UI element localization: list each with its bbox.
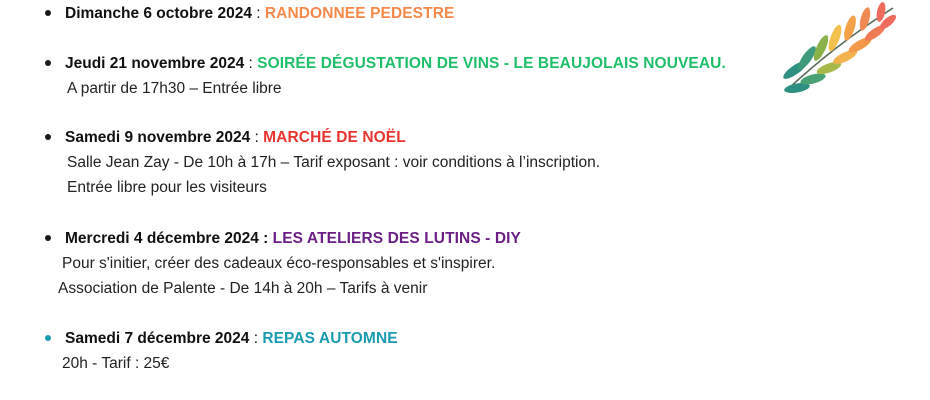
event-heading-line [0,226,800,251]
bullet-icon [45,134,51,140]
event-date: Samedi 9 novembre 2024 [65,129,251,146]
event-title: REPAS AUTOMNE [262,330,398,347]
autumn-leaf-branch-icon [775,0,900,105]
event-separator: : [258,230,273,247]
event-detail: 20h - Tarif : 25€ [62,355,170,372]
event-item [0,1,800,26]
event-separator: : [251,5,265,22]
event-heading-line [0,326,800,351]
event-detail: Salle Jean Zay - De 10h à 17h – Tarif exposant : voir conditions à l’inscription. [67,154,601,171]
event-item [0,226,800,301]
event-separator: : [249,330,263,347]
event-title: RANDONNEE PEDESTRE [264,5,455,22]
event-detail: Association de Palente - De 14h à 20h – Tarifs à venir [58,280,428,297]
event-heading-line [0,51,800,76]
event-title: SOIRÉE DÉGUSTATION DE VINS - LE BEAUJOLAIS NOUVEAU. [257,55,726,72]
event-date: Samedi 7 décembre 2024 [65,330,250,347]
event-separator: : [244,55,258,72]
event-date: Mercredi 4 décembre 2024 [65,230,259,247]
event-title: MARCHÉ DE NOËL [263,129,406,146]
event-heading-line [0,1,800,26]
event-detail: Entrée libre pour les visiteurs [67,179,267,196]
event-date: Dimanche 6 octobre 2024 [65,5,252,22]
event-heading-line [0,125,800,150]
event-item [0,125,800,200]
bullet-icon [45,335,51,341]
event-title: LES ATELIERS DES LUTINS - DIY [272,230,521,247]
bullet-icon [45,235,51,241]
event-date: Jeudi 21 novembre 2024 [65,55,245,72]
bullet-icon [45,60,51,66]
bullet-icon [45,10,51,16]
event-item [0,326,800,376]
event-item [0,51,800,101]
event-detail: Pour s'initier, créer des cadeaux éco-responsables et s'inspirer. [62,255,496,272]
event-separator: : [250,129,264,146]
event-detail: A partir de 17h30 – Entrée libre [67,80,282,97]
